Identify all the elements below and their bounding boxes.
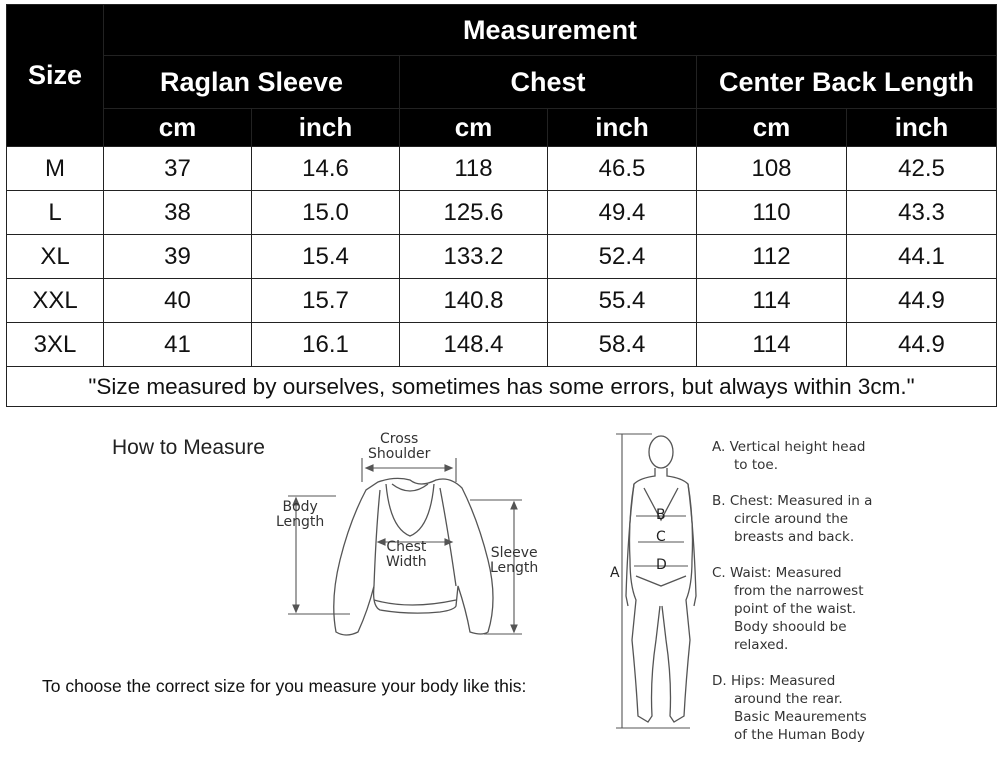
note-line: D. Hips: Measured [712,673,836,689]
table-row [7,279,997,323]
table-cell: 44.9 [847,323,997,367]
table-cell: 133.2 [400,235,548,279]
size-header: Size [7,5,104,147]
unit-header: inch [548,109,697,147]
label-line: Sleeve [490,545,538,561]
label-line: Length [276,514,325,530]
chest-width-label [386,540,427,570]
note-c [712,564,902,654]
body-label-c: C [656,529,666,545]
sleeve-length-label [490,546,538,576]
table-cell: 15.4 [252,235,400,279]
table-cell: 39 [104,235,252,279]
how-to-measure-title: How to Measure [112,436,265,459]
note-line: circle around the [734,511,849,527]
label-line: Body [282,499,318,515]
choose-size-instruction: To choose the correct size for you measure your body like this: [42,676,527,696]
note-line: B. Chest: Measured in a [712,493,873,509]
note-line: breasts and back. [734,529,855,545]
table-cell: 46.5 [548,147,697,191]
table-cell: 49.4 [548,191,697,235]
size-cell: 3XL [7,323,104,367]
table-row [7,323,997,367]
table-cell: 43.3 [847,191,997,235]
table-cell: 108 [697,147,847,191]
raglan-sleeve-header: Raglan Sleeve [104,56,400,109]
body-label-a: A [610,565,620,581]
measurement-notes [712,438,902,762]
cross-shoulder-label [368,432,430,462]
table-cell: 118 [400,147,548,191]
note-line: around the rear. [734,691,843,707]
table-cell: 148.4 [400,323,548,367]
body-label-b: B [656,507,666,523]
table-cell: 15.0 [252,191,400,235]
table-cell: 58.4 [548,323,697,367]
table-cell: 15.7 [252,279,400,323]
note-line: Body shoould be [734,619,847,635]
label-line: Length [490,560,539,576]
table-cell: 125.6 [400,191,548,235]
table-cell: 41 [104,323,252,367]
table-row [7,235,997,279]
label-line: Width [386,554,427,570]
size-cell: L [7,191,104,235]
note-line: to toe. [734,457,778,473]
size-cell: XL [7,235,104,279]
table-cell: 14.6 [252,147,400,191]
body-length-label [276,500,324,530]
table-cell: 16.1 [252,323,400,367]
table-cell: 44.9 [847,279,997,323]
unit-header: inch [847,109,997,147]
note-line: C. Waist: Measured [712,565,842,581]
size-chart-table [6,4,997,407]
label-line: Shoulder [368,446,431,462]
body-figure [626,436,696,722]
body-label-d: D [656,557,667,573]
note-line: from the narrowest [734,583,864,599]
note-line: Basic Meaurements [734,709,867,725]
table-cell: 112 [697,235,847,279]
unit-header: cm [697,109,847,147]
label-line: Chest [386,539,427,555]
table-cell: 55.4 [548,279,697,323]
table-cell: 44.1 [847,235,997,279]
unit-header: cm [400,109,548,147]
note-b [712,492,902,546]
measurement-header: Measurement [104,5,997,56]
note-a [712,438,902,474]
note-line: point of the waist. [734,601,857,617]
table-cell: 37 [104,147,252,191]
table-cell: 40 [104,279,252,323]
unit-header: inch [252,109,400,147]
center-back-length-header: Center Back Length [697,56,997,109]
note-d [712,672,902,744]
note-line: A. Vertical height head [712,439,866,455]
table-cell: 42.5 [847,147,997,191]
table-row [7,147,997,191]
size-cell: XXL [7,279,104,323]
table-cell: 114 [697,279,847,323]
note-line: of the Human Body [734,727,865,743]
table-cell: 110 [697,191,847,235]
measurement-disclaimer: "Size measured by ourselves, sometimes has some errors, but always within 3cm." [7,367,997,407]
chest-header: Chest [400,56,697,109]
table-cell: 114 [697,323,847,367]
unit-header: cm [104,109,252,147]
table-row [7,191,997,235]
size-cell: M [7,147,104,191]
table-cell: 38 [104,191,252,235]
table-cell: 140.8 [400,279,548,323]
table-cell: 52.4 [548,235,697,279]
how-to-measure-section [0,410,1000,746]
label-line: Cross [379,431,419,447]
note-line: relaxed. [734,637,789,653]
